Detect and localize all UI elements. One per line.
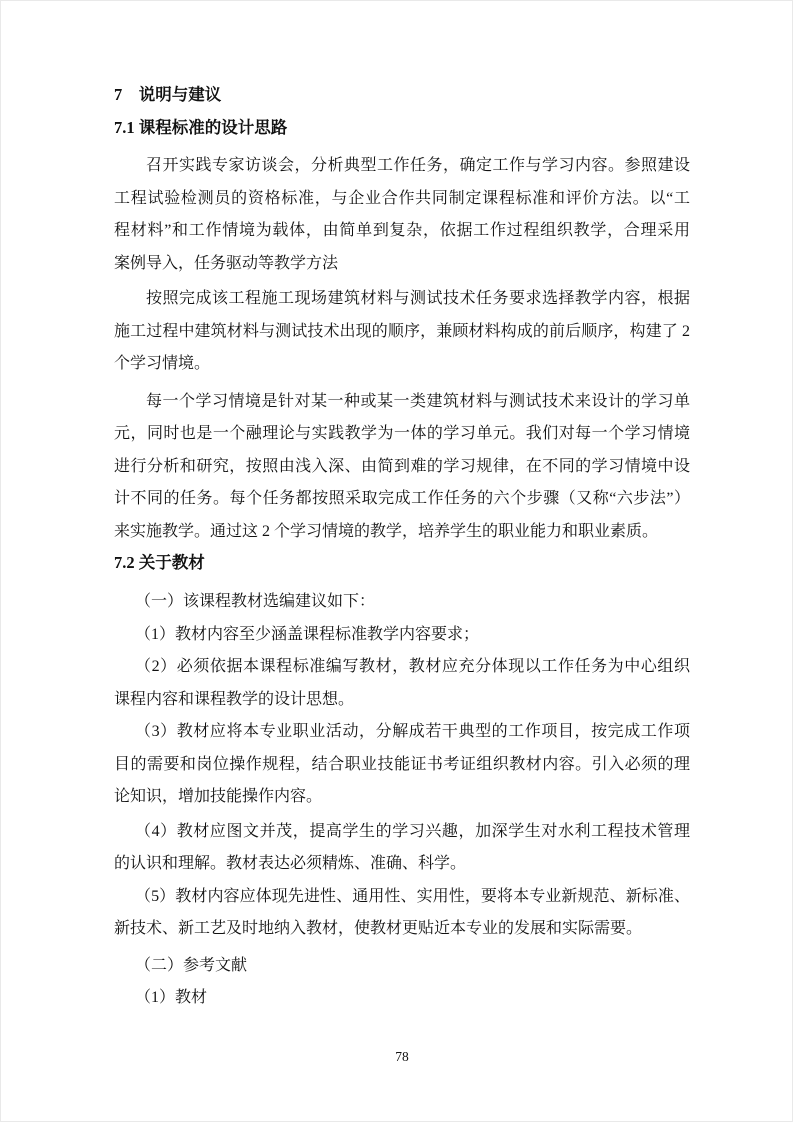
text-line: （5）教材内容应体现先进性、通用性、实用性，要将本专业新规范、新标准、 xyxy=(135,887,690,905)
text-line: 案例导入，任务驱动等教学方法 xyxy=(114,254,339,272)
paragraph xyxy=(114,716,690,814)
text-line: 程材料”和工作情境为载体，由简单到复杂，依据工作过程组织教学，合理采用 xyxy=(114,222,690,239)
text-line: 元，同时也是一个融理论与实践教学为一体的学习单元。我们对每一个学习情境 xyxy=(114,425,690,442)
text-line: （4）教材应图文并茂，提高学生的学习兴趣，加深学生对水利工程技术管理 xyxy=(135,822,690,840)
text-line: （2）必须依据本课程标准编写教材，教材应充分体现以工作任务为中心组织 xyxy=(135,658,690,675)
page-number: 78 xyxy=(395,1049,409,1064)
text-line: 课程内容和课程教学的设计思想。 xyxy=(114,690,355,708)
text-line: 每一个学习情境是针对某一种或某一类建筑材料与测试技术来设计的学习单 xyxy=(146,392,690,410)
text-line: （1）教材内容至少涵盖课程标准教学内容要求； xyxy=(135,625,480,643)
text-line: （二）参考文献 xyxy=(135,956,248,974)
paragraph xyxy=(114,881,690,946)
text-line: 召开实践专家访谈会，分析典型工作任务，确定工作与学习内容。参照建设 xyxy=(146,157,690,174)
section-7-1-heading: 7.1 课程标准的设计思路 xyxy=(114,118,288,137)
paragraph xyxy=(114,651,690,716)
text-line: 按照完成该工程施工现场建筑材料与测试技术任务要求选择教学内容，根据 xyxy=(146,290,690,307)
text-line: 论知识，增加技能操作内容。 xyxy=(114,788,323,805)
text-line: （3）教材应将本专业职业活动，分解成若干典型的工作项目，按完成工作项 xyxy=(135,723,690,740)
section-7-2-heading: 7.2 关于教材 xyxy=(114,553,205,572)
text-line: 个学习情境。 xyxy=(114,355,211,372)
text-line: 进行分析和研究，按照由浅入深、由简到难的学习规律，在不同的学习情境中设 xyxy=(114,457,690,475)
paragraph xyxy=(114,283,690,381)
paragraph xyxy=(114,150,690,280)
paragraph xyxy=(114,982,690,1015)
text-line: 计不同的任务。每个任务都按照采取完成工作任务的六个步骤（又称“六步法”） xyxy=(114,490,690,507)
paragraph xyxy=(114,816,690,881)
text-line: 工程试验检测员的资格标准，与企业合作共同制定课程标准和评价方法。以“工 xyxy=(114,189,690,207)
paragraph xyxy=(114,386,690,549)
text-line: 新技术、新工艺及时地纳入教材，使教材更贴近本专业的发展和实际需要。 xyxy=(114,920,643,937)
text-line: （1）教材 xyxy=(135,989,208,1006)
paragraph xyxy=(114,586,690,619)
text-line: 来实施教学。通过这 2 个学习情境的教学，培养学生的职业能力和职业素质。 xyxy=(114,522,659,540)
paragraph xyxy=(114,619,690,652)
text-line: 的认识和理解。教材表达必须精炼、准确、科学。 xyxy=(114,855,467,872)
chapter-heading: 7 说明与建议 xyxy=(114,85,222,104)
paragraph xyxy=(114,950,690,983)
text-line: 目的需要和岗位操作规程，结合职业技能证书考证组织教材内容。引入必须的理 xyxy=(114,755,690,773)
text-line: （一）该课程教材选编建议如下： xyxy=(135,593,376,610)
text-line: 施工过程中建筑材料与测试技术出现的顺序，兼顾材料构成的前后顺序，构建了 2 xyxy=(114,322,690,340)
